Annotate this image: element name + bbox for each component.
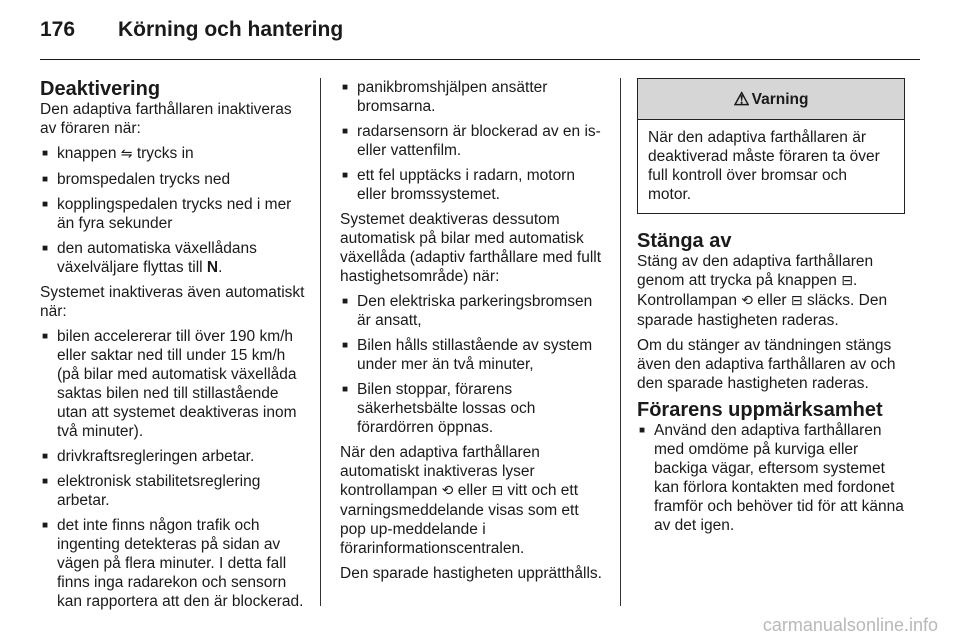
list-item: ■ drivkraftsregleringen arbetar. (42, 448, 255, 465)
bullet-icon: ■ (42, 243, 49, 254)
bullet-icon: ■ (42, 174, 49, 185)
warning-triangle-icon: ⚠ (733, 88, 750, 109)
bullet-list (340, 292, 606, 437)
bullet-icon: ■ (42, 331, 49, 342)
warning-header (638, 79, 904, 120)
list-item: ■ Den elektriska parkeringsbromsen är ansatt, (342, 293, 593, 329)
warning-title: Varning (751, 90, 809, 108)
list-item: ■ det inte finns någon trafik och ingenting detekteras på sidan av vägen på flera minuter. I detta fall finns inga radarekon och sensorn kan rapportera att den är blockerad. (42, 517, 304, 610)
header-divider (40, 59, 920, 60)
column-2 (340, 78, 606, 589)
column-divider (320, 78, 321, 606)
list-item: ■ bilen accelererar till över 190 km/h eller saktar ned till under 15 km/h (på bilar med automatisk växellåda saktas bilen ned till stillastående utan att systemet deaktiveras inom två minuter). (42, 328, 297, 440)
list-item: ■ den automatiska växellådans växelväljare flyttas till N. (42, 240, 257, 276)
bullet-icon: ■ (42, 148, 49, 159)
list-item: ■ Använd den adaptiva farthållaren med omdöme på kurviga eller backiga vägar, eftersom systemet kan förlora kontakten med fordonet framför och behöver tid för att känna av det igen. (639, 422, 904, 534)
page-title: Körning och hantering (118, 18, 344, 41)
warning-box (637, 78, 905, 214)
list-item: ■ ett fel upptäcks i radarn, motorn eller bromssystemet. (342, 167, 575, 203)
list-item: ■ Bilen stoppar, förarens säkerhetsbälte lossas och förardörren öppnas. (342, 381, 536, 436)
paragraph: Systemet inaktiveras även automatiskt när: (40, 284, 305, 320)
paragraph: Den adaptiva farthållaren inaktiveras av föraren när: (40, 101, 292, 137)
bullet-icon: ■ (639, 425, 646, 436)
bullet-icon: ■ (342, 384, 349, 395)
paragraph: När den adaptiva farthållaren automatiskt inaktiveras lyser kontrollampan ⟲ eller ⊟ vitt och ett varningsmeddelande visas som ett pop up-meddelande i förarinformationscentralen. (340, 444, 579, 557)
control-lamp-icon: ⟲ (741, 293, 753, 309)
bullet-icon: ■ (342, 340, 349, 351)
adaptive-cruise-lamp-icon: ⊟ (491, 483, 504, 499)
bullet-icon: ■ (42, 520, 49, 531)
bullet-icon: ■ (42, 199, 49, 210)
adaptive-cruise-button-icon: ⊟ (841, 273, 853, 289)
list-item: ■ elektronisk stabilitetsreglering arbetar. (42, 473, 261, 509)
paragraph: Om du stänger av tändningen stängs även den adaptiva farthållaren av och den sparade hastigheten raderas. (637, 337, 896, 392)
section-heading-stanga-av: Stänga av (637, 230, 732, 252)
bullet-icon: ■ (342, 82, 349, 93)
cruise-button-symbol-icon: ⇋ (120, 146, 133, 162)
list-item: ■ bromspedalen trycks ned (42, 171, 231, 188)
paragraph: Stäng av den adaptiva farthållaren genom att trycka på knappen ⊟. Kontrollampan ⟲ eller ⊟ släcks. Den sparade hastigheten raderas. (637, 253, 888, 329)
list-item: ■ panikbromshjälpen ansätter bromsarna. (342, 79, 548, 115)
bullet-icon: ■ (342, 126, 349, 137)
bullet-icon: ■ (342, 296, 349, 307)
bullet-icon: ■ (42, 451, 49, 462)
column-divider (620, 78, 621, 606)
bullet-list (637, 421, 905, 535)
paragraph: Systemet deaktiveras dessutom automatisk på bilar med automatisk växellåda (adaptiv farthållare med fullt hastighetsområde) när: (340, 211, 602, 285)
list-item: ■ Bilen hålls stillastående av system under mer än två minuter, (342, 337, 593, 373)
list-item: ■ knappen ⇋ trycks in (42, 145, 194, 162)
paragraph: Den sparade hastigheten upprätthålls. (340, 565, 602, 582)
control-lamp-icon: ⟲ (441, 483, 454, 499)
column-3 (637, 78, 905, 541)
warning-text: När den adaptiva farthållaren är deaktiverad måste föraren ta över full kontroll över bromsar och motor. (648, 129, 880, 203)
adaptive-cruise-lamp-icon: ⊟ (790, 293, 803, 309)
bullet-list (40, 144, 306, 277)
column-1 (40, 78, 306, 617)
watermark: carmanualsonline.info (762, 615, 938, 635)
bullet-icon: ■ (42, 476, 49, 487)
bullet-list (40, 327, 306, 611)
section-heading-forarens-uppmarksamhet: Förarens uppmärksamhet (637, 399, 883, 421)
section-heading-deaktivering: Deaktivering (40, 78, 161, 100)
bullet-icon: ■ (342, 170, 349, 181)
list-item: ■ kopplingspedalen trycks ned i mer än fyra sekunder (42, 196, 292, 232)
page-number: 176 (40, 18, 76, 41)
list-item: ■ radarsensorn är blockerad av en is- eller vattenfilm. (342, 123, 601, 159)
bullet-list (340, 78, 606, 204)
